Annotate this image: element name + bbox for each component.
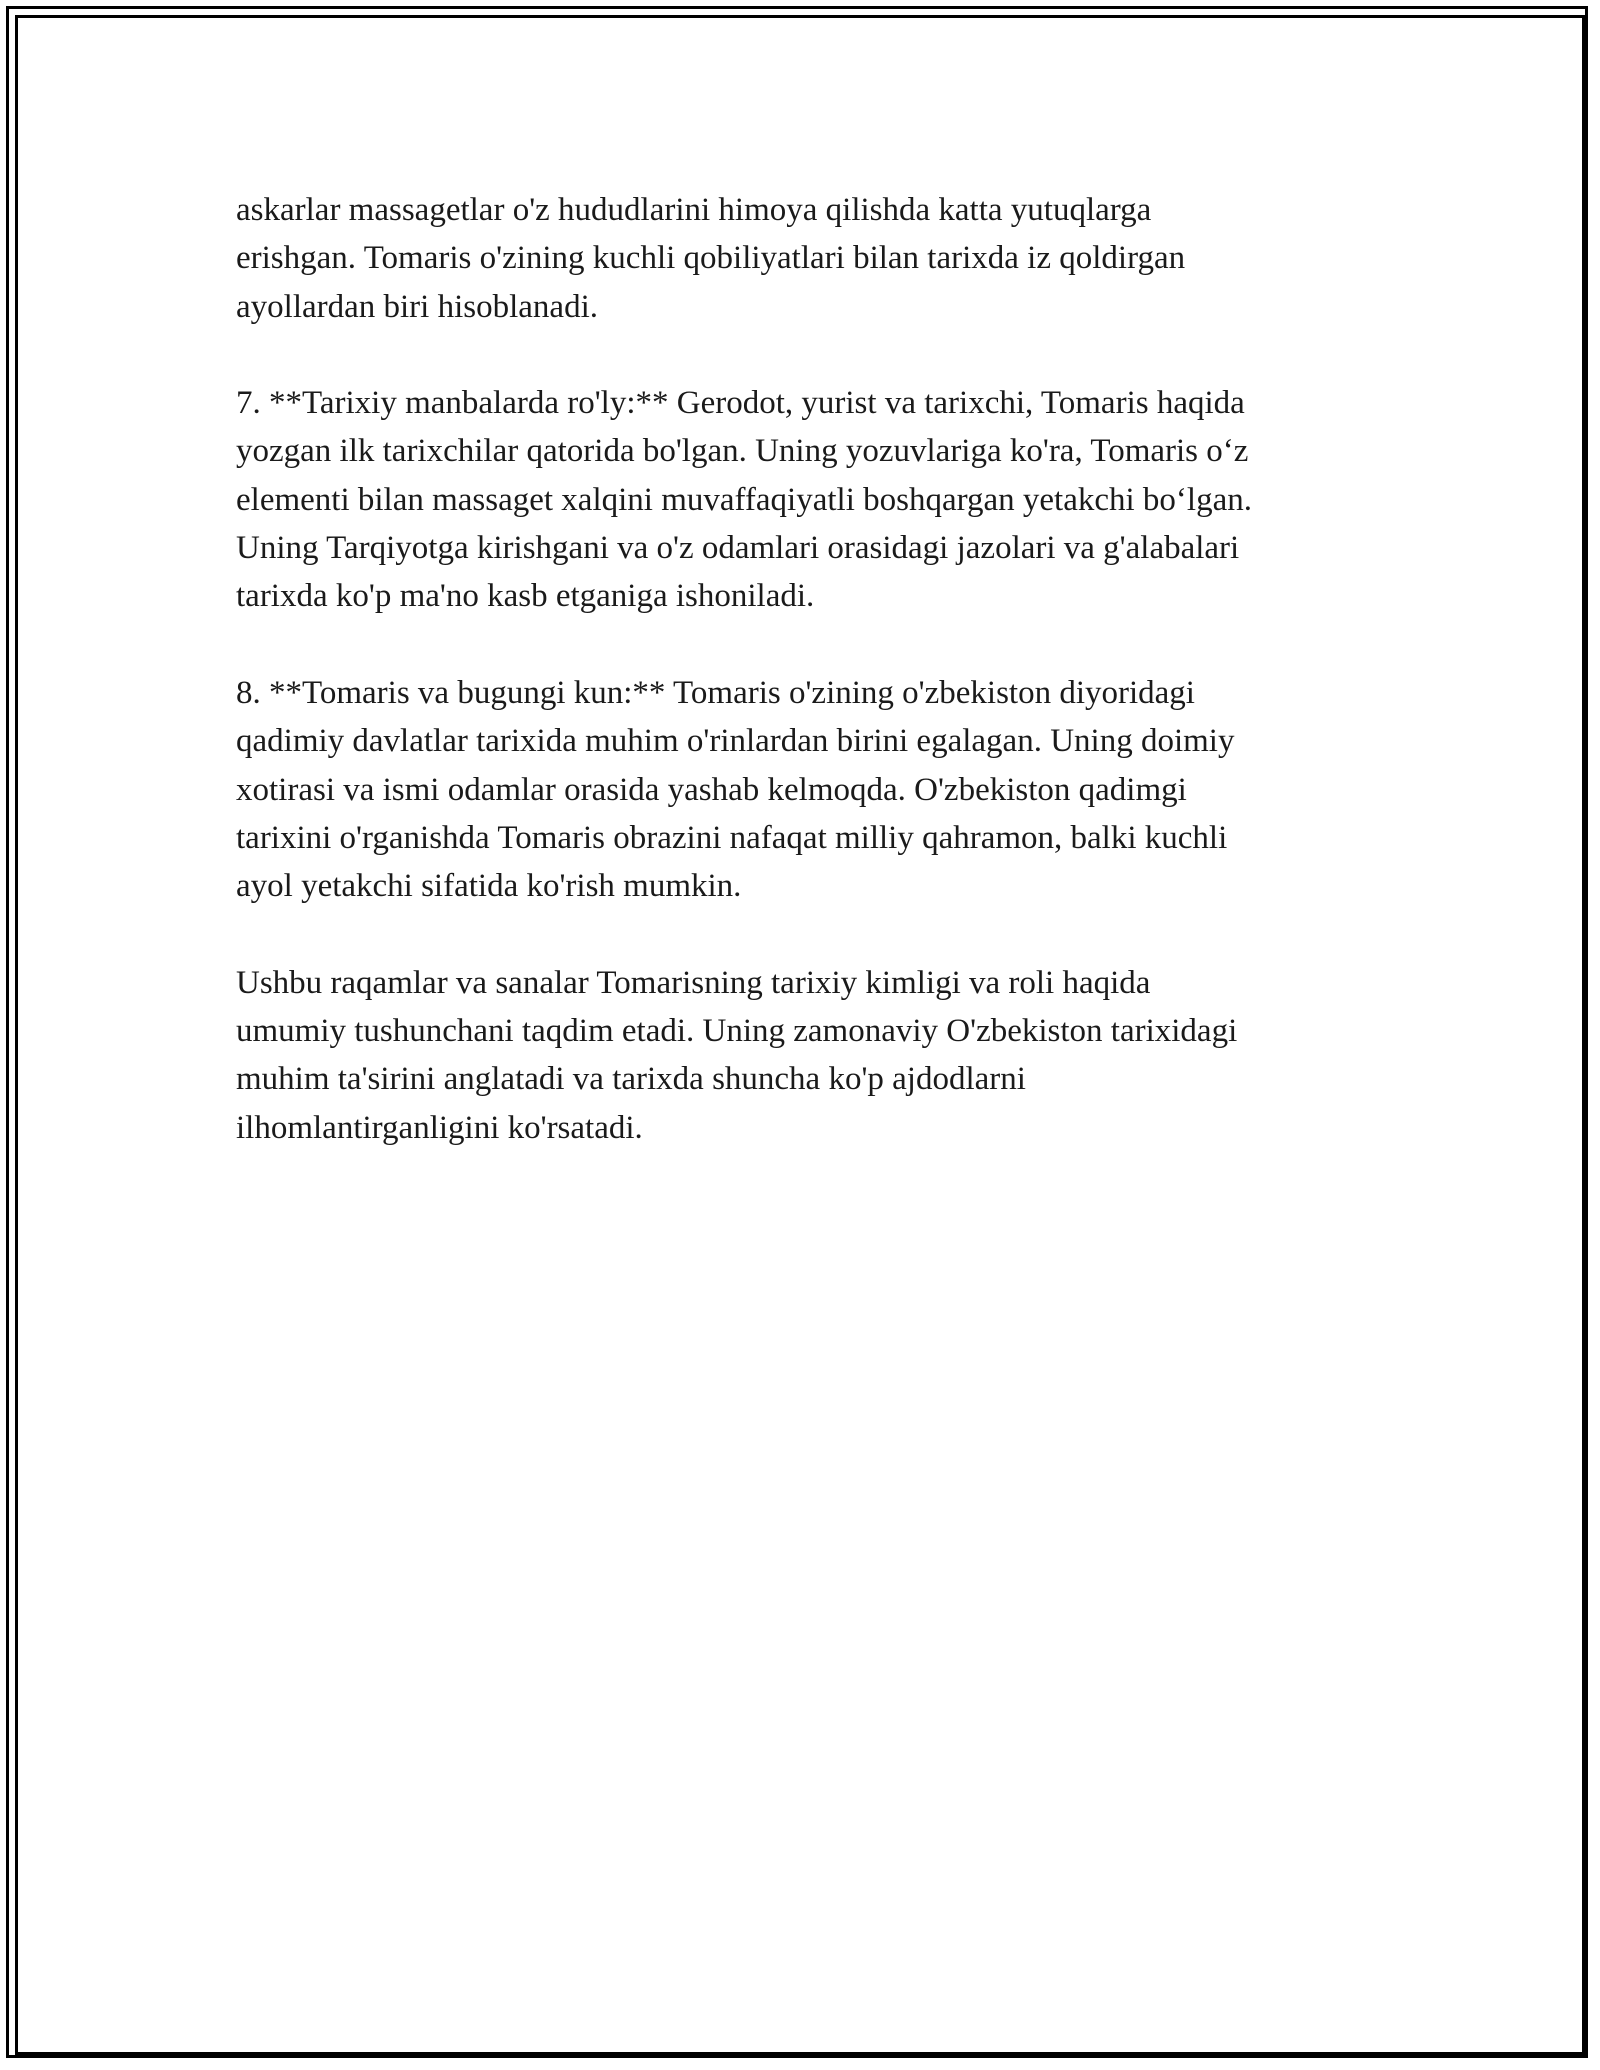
- paragraph-item-8: [236, 669, 1386, 910]
- text-line: xotirasi va ismi odamlar orasida yashab kelmoqda. O'zbekiston qadimgi: [236, 771, 1187, 808]
- paragraph-conclusion: [236, 959, 1386, 1152]
- text-line: yozgan ilk tarixchilar qatorida bo'lgan. Uning yozuvlariga ko'ra, Tomaris o‘z: [236, 433, 1249, 470]
- text-line: 8. **Tomaris va bugungi kun:** Tomaris o'zining o'zbekiston diyoridagi: [236, 674, 1195, 711]
- text-line: qadimiy davlatlar tarixida muhim o'rinlardan birini egalagan. Uning doimiy: [236, 723, 1235, 760]
- paragraph-continuation: [236, 186, 1386, 331]
- text-line: ayollardan biri hisoblanadi.: [236, 288, 598, 325]
- text-line: 7. **Tarixiy manbalarda ro'ly:** Gerodot, yurist va tarixchi, Tomaris haqida: [236, 385, 1245, 422]
- text-line: Ushbu raqamlar va sanalar Tomarisning tarixiy kimligi va roli haqida: [236, 964, 1151, 1001]
- document-body: [236, 186, 1386, 1152]
- paragraph-item-7: [236, 379, 1386, 620]
- text-line: tarixini o'rganishda Tomaris obrazini nafaqat milliy qahramon, balki kuchli: [236, 819, 1228, 856]
- text-line: ayol yetakchi sifatida ko'rish mumkin.: [236, 868, 742, 905]
- text-line: elementi bilan massaget xalqini muvaffaqiyatli boshqargan yetakchi bo‘lgan.: [236, 481, 1252, 518]
- text-line: umumiy tushunchani taqdim etadi. Uning zamonaviy O'zbekiston tarixidagi: [236, 1013, 1238, 1050]
- text-line: tarixda ko'p ma'no kasb etganiga ishoniladi.: [236, 578, 815, 615]
- text-line: askarlar massagetlar o'z hududlarini himoya qilishda katta yutuqlarga: [236, 192, 1152, 228]
- text-line: ilhomlantirganligini ko'rsatadi.: [236, 1109, 643, 1146]
- text-line: erishgan. Tomaris o'zining kuchli qobiliyatlari bilan tarixda iz qoldirgan: [236, 240, 1186, 277]
- text-line: muhim ta'sirini anglatadi va tarixda shuncha ko'p ajdodlarni: [236, 1061, 1026, 1098]
- text-line: Uning Tarqiyotga kirishgani va o'z odamlari orasidagi jazolari va g'alabalari: [236, 530, 1240, 567]
